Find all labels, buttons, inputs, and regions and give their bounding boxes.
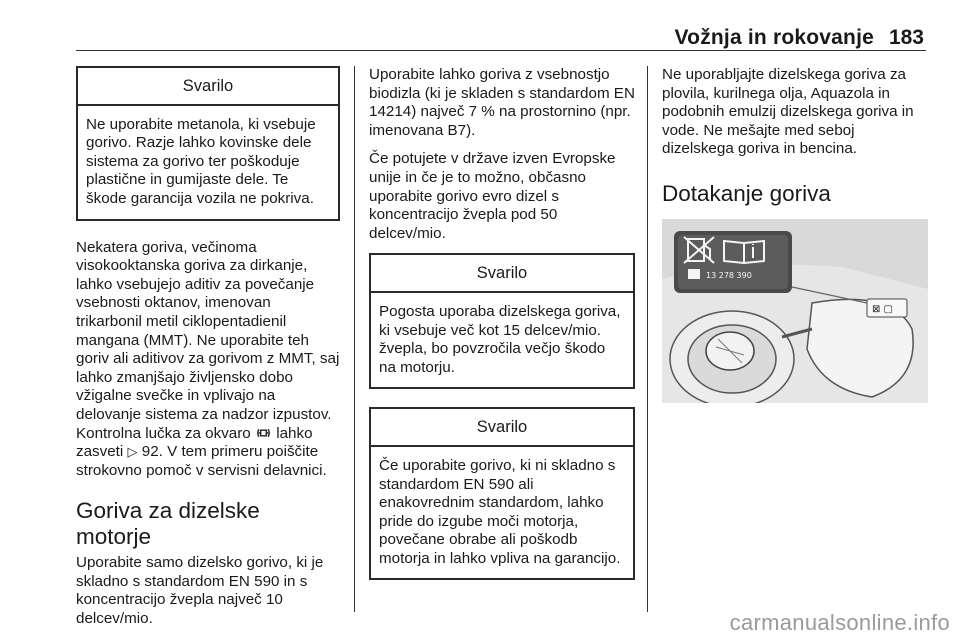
section-heading: Dotakanje goriva	[662, 180, 831, 206]
reference-arrow-icon: ▷	[127, 444, 138, 460]
watermark: carmanualsonline.info	[729, 610, 950, 635]
malfunction-lamp-icon	[255, 426, 272, 440]
section-heading: Goriva za dizelske motorje	[76, 498, 260, 550]
warning-text: Ne uporabite metanola, ki vsebuje gorivo. Razje lahko kovinske dele sistema za gorivo ter poškoduje plastične in gumijaste dele. Te škode garancija vozila ne pokriva.	[86, 115, 316, 207]
paragraph-travel: Če potujete v države izven Evropske unije in če je to možno, občasno uporabite gorivo evro dizel s koncentracijo žvepla pod 50 delcev/mio.	[369, 150, 616, 242]
warning-box	[369, 253, 635, 389]
svg-text:⊠ ▢: ⊠ ▢	[872, 303, 894, 315]
warning-box	[369, 407, 635, 580]
column-1	[76, 66, 340, 639]
label-code: 13 278 390	[706, 270, 752, 280]
page-reference[interactable]: 92	[141, 443, 159, 461]
warning-text: Če uporabite gorivo, ki ni skladno s standardom EN 590 ali enakovrednim standardom, lahko pride do izgube moči motorja, povečane obrabe ali poškodb motorja in lahko vpliva na garancijo.	[379, 456, 621, 567]
paragraph-mmt	[76, 239, 340, 481]
column-2	[369, 66, 635, 580]
header-rule	[76, 50, 926, 51]
warning-title: Svarilo	[371, 409, 633, 447]
paragraph-text: Nekatera goriva, večinoma visokooktanska goriva za dirkanje, lahko vsebujejo aditiv za povečanje vsebnosti oktanov, imenovan trikarbonil metil ciklopentadienil mangana (MMT). Ne uporabite teh goriv ali aditivov za gorivom z MMT, saj lahko zmanjšajo življensko dobo vžigalne svečke in vplivajo na delovanje sistema za nadzor izpustov. Kontrolna lučka za okvaro	[76, 238, 340, 442]
paragraph-diesel: Uporabite samo dizelsko gorivo, ki je skladno s standardom EN 590 in s koncentracijo žvepla največ 10 delcev/mio.	[76, 554, 324, 628]
fuel-filler-illustration	[662, 219, 928, 403]
fuel-filler-drawing	[662, 219, 928, 403]
column-3	[662, 66, 928, 403]
page-header	[0, 18, 960, 48]
paragraph-text: lahko zasveti	[76, 424, 313, 461]
warning-text: Pogosta uporaba dizelskega goriva, ki vsebuje več kot 15 delcev/mio. žvepla, bo povzročila večjo škodo na motorju.	[379, 302, 621, 376]
paragraph-no-marine-fuel: Ne uporabljajte dizelskega goriva za plovila, kurilnega olja, Aquazola in podobnih emulzij dizelskega goriva in vode. Ne mešajte med seboj dizelskega goriva in bencina.	[662, 66, 914, 158]
column-divider	[647, 66, 648, 612]
warning-title: Svarilo	[371, 255, 633, 293]
warning-box	[76, 66, 340, 221]
warning-title: Svarilo	[78, 68, 338, 106]
column-divider	[354, 66, 355, 612]
page-number: 183	[888, 26, 924, 49]
paragraph-text: . V tem primeru poiščite strokovno pomoč v servisni delavnici.	[76, 443, 327, 479]
page-header-title: Vožnja in rokovanje	[674, 26, 874, 49]
paragraph-biodiesel: Uporabite lahko goriva z vsebnostjo biodizla (ki je skladen s standardom EN 14214) največ 7 % na prostornino (npr. imenovana B7).	[369, 66, 635, 139]
